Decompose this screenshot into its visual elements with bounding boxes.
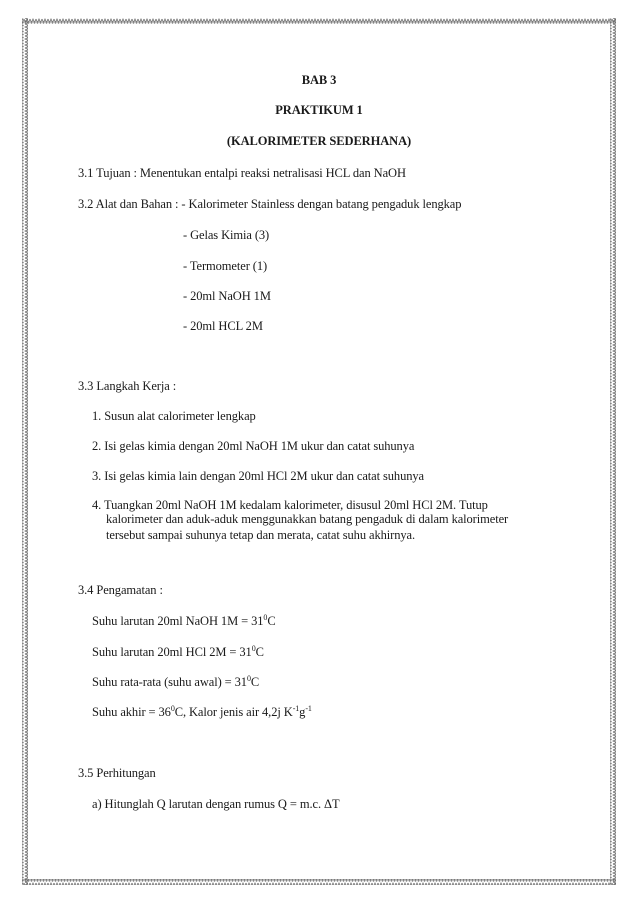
observation-hcl: Suhu larutan 20ml HCl $2M = 31^0C$ bbox=[92, 643, 264, 659]
alat-item: - 20ml NaOH 1M bbox=[183, 289, 271, 303]
section-pengamatan-heading: 3.4 Pengamatan : bbox=[78, 583, 163, 597]
alat-item: - Termometer (1) bbox=[183, 259, 268, 273]
section-tujuan: 3.1 Tujuan : Menentukan entalpi reaksi netralisasi HCL dan NaOH bbox=[78, 166, 406, 180]
langkah-step: 4. Tuangkan 20ml NaOH 1M kedalam kalorimeter, disusul 20ml HCl 2M. Tutup bbox=[92, 498, 488, 512]
perhitungan-item-a: a) Hitunglah Q larutan dengan rumus Q = m.c. ΔT bbox=[92, 797, 340, 811]
observation-average: Suhu rata-rata (suhu awal) = $31^0C$ bbox=[92, 673, 260, 689]
section-langkah-heading: 3.3 Langkah Kerja : bbox=[78, 379, 177, 393]
langkah-step: 2. Isi gelas kimia dengan 20ml NaOH 1M ukur dan catat suhunya bbox=[92, 439, 415, 453]
section-alat-heading: 3.2 Alat dan Bahan : - Kalorimeter Stainless dengan batang pengaduk lengkap bbox=[78, 197, 462, 211]
chapter-heading: BAB 3 bbox=[301, 73, 337, 87]
langkah-step: 3. Isi gelas kimia lain dengan 20ml HCl 2M ukur dan catat suhunya bbox=[92, 469, 424, 483]
alat-item: - Gelas Kimia (3) bbox=[183, 228, 270, 242]
observation-final: Suhu akhir = $36^0C$, Kalor jenis air 4,2j $K^{-1}g^{-1}$ bbox=[92, 703, 312, 719]
langkah-step-continuation: tersebut sampai suhunya tetap dan merata, catat suhu akhirnya. bbox=[106, 528, 415, 542]
observation-naoh: Suhu larutan 20ml NaOH $1M = 31^0C$ bbox=[92, 612, 276, 628]
topic-heading: (KALORIMETER SEDERHANA) bbox=[226, 134, 412, 148]
langkah-step: 1. Susun alat calorimeter lengkap bbox=[92, 409, 256, 423]
langkah-step-continuation: kalorimeter dan aduk-aduk menggunakkan batang pengaduk di dalam kalorimeter bbox=[106, 512, 509, 526]
alat-item: - 20ml HCL 2M bbox=[183, 319, 263, 333]
section-perhitungan-heading: 3.5 Perhitungan bbox=[78, 766, 156, 780]
practicum-heading: PRAKTIKUM 1 bbox=[275, 103, 363, 117]
